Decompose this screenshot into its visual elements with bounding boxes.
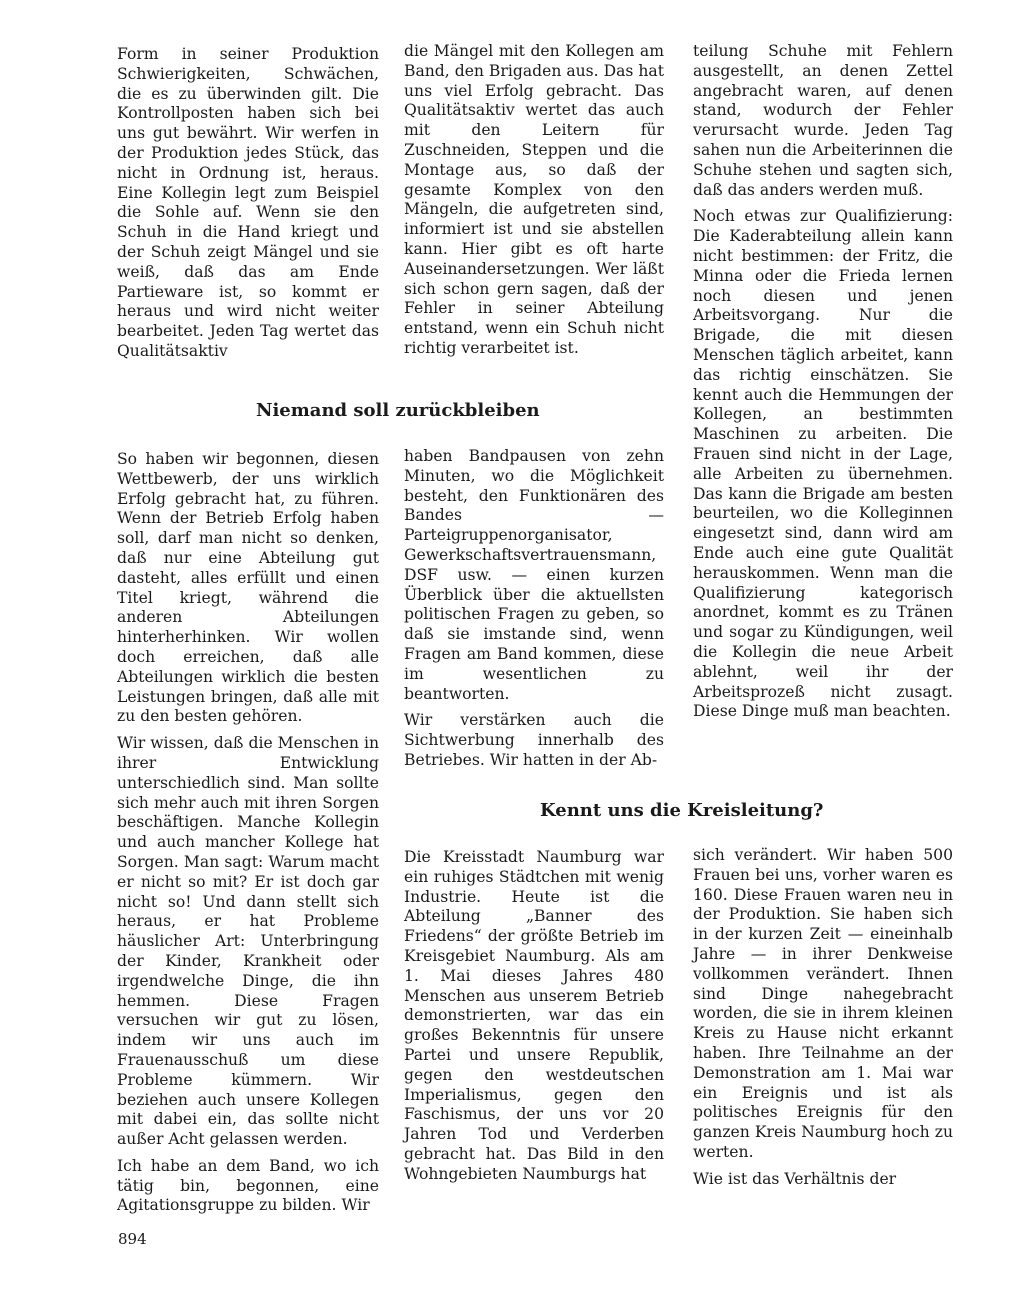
paragraph: Wir verstärken auch die Sichtwerbung innerhalb des Betriebes. Wir hatten in der Ab-	[404, 711, 664, 769]
section1-column-1	[117, 450, 379, 1223]
paragraph: Wie ist das Verhältnis der	[693, 1169, 897, 1188]
paragraph: haben Bandpausen von zehn Minuten, wo die Möglichkeit besteht, den Funktionären des Bandes — Parteigruppenorganisator, Gewerkschaftsvertrauensmann, DSF usw. — einen kurzen Überblick über die aktuellsten politischen Fragen zu geben, so daß sie imstande sind, wenn Fragen am Band kommen, diese im wesentlichen zu beantworten.	[404, 447, 664, 703]
paragraph: die Mängel mit den Kollegen am Band, den Brigaden aus. Das hat uns viel Erfolg gebracht. Das Qualitätsaktiv wertet das auch mit den Leitern für Zuschneiden, Steppen und die Montage aus, so daß der gesamte Komplex von den Mängeln, die aufgetreten sind, informiert ist und sie abstellen kann. Hier gibt es oft harte Auseinandersetzungen. Wer läßt sich schon gern sagen, daß der Fehler in seiner Abteilung entstand, wenn ein Schuh nicht richtig verarbeitet ist.	[404, 42, 664, 357]
paragraph: Wir wissen, daß die Menschen in ihrer Entwicklung unterschiedlich sind. Man sollte sich mehr auch mit ihren Sorgen beschäftigen. Manche Kollegin und auch mancher Kollege hat Sorgen. Man sagt: Warum macht er nicht so mit? Er ist doch gar nicht so! Und dann stellt sich heraus, er hat Probleme häuslicher Art: Unterbringung der Kinder, Krankheit oder irgendwelche Dinge, die ihn hemmen. Diese Fragen versuchen wir gut zu lösen, indem wir uns auch im Frauenausschuß um diese Probleme kümmern. Wir beziehen auch unsere Kollegen mit dabei ein, das sollte nicht außer Acht gelassen werden.	[117, 734, 379, 1149]
top-column-2	[404, 42, 664, 366]
top-column-3	[693, 42, 953, 729]
section-heading: Niemand soll zurückbleiben	[256, 400, 540, 421]
section2-column-2	[404, 848, 664, 1192]
paragraph: sich verändert. Wir haben 500 Frauen bei uns, vorher waren es 160. Diese Frauen waren neu in der Produktion. Sie haben sich in der kurzen Zeit — eineinhalb Jahre — in ihrer Denkweise vollkommen verändert. Ihnen sind Dinge nahegebracht worden, die sie in ihrem kleinen Kreis zu Hause nicht erkannt haben. Ihre Teilnahme an der Demonstration am 1. Mai war ein Ereignis und ist als politisches Ereignis für den ganzen Kreis Naumburg hoch zu werten.	[693, 846, 953, 1161]
paragraph: Die Kreisstadt Naumburg war ein ruhiges Städtchen mit wenig Industrie. Heute ist die Abteilung „Banner des Friedens“ der größte Betrieb im Kreisgebiet Naumburg. Als am 1. Mai dieses Jahres 480 Menschen aus unserem Betrieb demonstrierten, war das ein großes Bekenntnis für unsere Partei und unsere Republik, gegen den westdeutschen Imperialismus, gegen den Faschismus, der uns vor 20 Jahren Tod und Verderben gebracht hat. Das Bild in den Wohngebieten Naumburgs hat	[404, 848, 664, 1183]
section-heading: Kennt uns die Kreisleitung?	[540, 800, 824, 821]
paragraph: Form in seiner Produktion Schwierigkeiten, Schwächen, die es zu überwinden gilt. Die Kontrollposten haben sich bei uns gut bewährt. Wir werfen in der Produktion jedes Stück, das nicht in Ordnung ist, heraus. Eine Kollegin legt zum Beispiel die Sohle auf. Wenn sie den Schuh in die Hand kriegt und der Schuh zeigt Mängel und sie weiß, daß das am Ende Partieware ist, so kommt er heraus und wird nicht weiter bearbeitet. Jeden Tag wertet das Qualitätsaktiv	[117, 45, 379, 360]
paragraph: Ich habe an dem Band, wo ich tätig bin, begonnen, eine Agitationsgruppe zu bilden. Wir	[117, 1156, 379, 1215]
paragraph: Noch etwas zur Qualifizierung: Die Kaderabteilung allein kann nicht bestimmen: der Fritz, die Minna oder die Frieda lernen noch diesen und jenen Arbeitsvorgang. Nur die Brigade, die mit diesen Menschen täglich arbeitet, kann das richtig einschätzen. Sie kennt auch die Hemmungen der Kollegen, an bestimmten Maschinen zu arbeiten. Die Frauen sind nicht in der Lage, alle Arbeiten zu übernehmen. Das kann die Brigade am besten beurteilen, wo die Kolleginnen eingesetzt sind, dann wird am Ende auch eine gute Qualität herauskommen. Wenn man die Qualifizierung kategorisch anordnet, kommt es zu Tränen und sogar zu Kündigungen, weil die Kollegin die neue Arbeit ablehnt, weil ihr der Arbeitsprozeß nicht zusagt. Diese Dinge muß man beachten.	[693, 207, 953, 721]
page-number: 894	[118, 1230, 147, 1248]
paragraph: So haben wir begonnen, diesen Wettbewerb, der uns wirklich Erfolg gebracht hat, zu führen. Wenn der Betrieb Erfolg haben soll, darf man nicht so denken, daß nur eine Abteilung gut dasteht, alles erfüllt und einen Titel kriegt, während die anderen Abteilungen hinterherhinken. Wir wollen doch erreichen, daß alle Abteilungen wirklich die besten Leistungen bringen, daß alle mit zu den besten gehören.	[117, 450, 379, 726]
section1-column-2	[404, 447, 664, 778]
section2-column-3	[693, 846, 953, 1197]
paragraph: teilung Schuhe mit Fehlern ausgestellt, an denen Zettel angebracht waren, auf denen stand, wodurch der Fehler verursacht wurde. Jeden Tag sahen nun die Arbeiterinnen die Schuhe stehen und sagten sich, daß das anders werden muß.	[693, 42, 953, 199]
top-column-1	[117, 45, 379, 369]
